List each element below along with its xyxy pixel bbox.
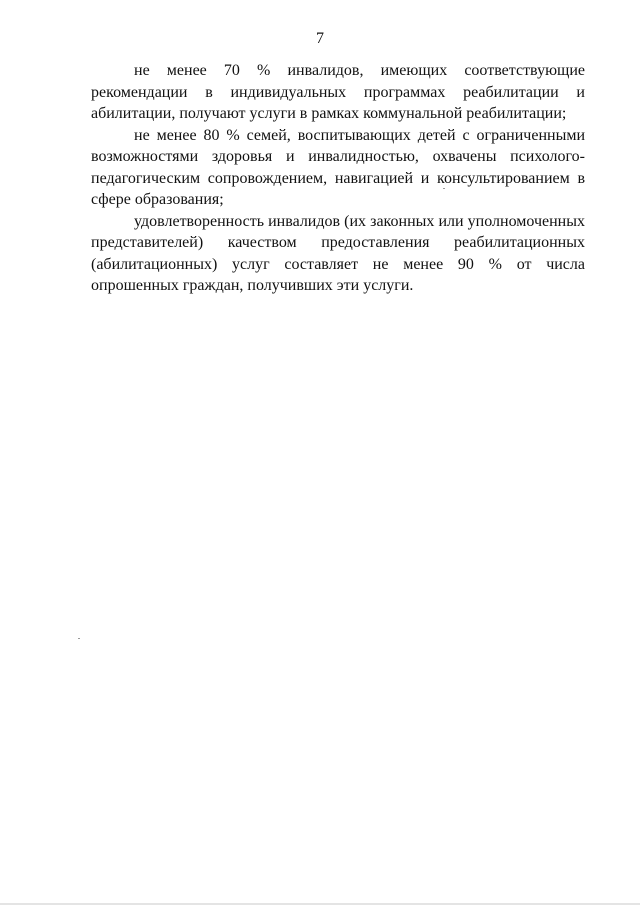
paragraph-community-rehabilitation: не менее 70 % инвалидов, имеющих соответствующие рекомендации в индивидуальных программах реабилитации и абилитации, получают услуги в рамках коммунальной реабилитации; [91, 62, 585, 122]
paragraph-family-support: не менее 80 % семей, воспитывающих детей с ограниченными возможностями здоровья и инвалидностью, охвачены психолого-педагогическим сопровождением, навигацией и консультированием в сфере образования; [91, 126, 585, 208]
scan-speck [78, 638, 80, 639]
page-number: 7 [316, 30, 324, 47]
scan-speck [443, 188, 445, 189]
document-body [91, 60, 585, 297]
paragraph-satisfaction: удовлетворенность инвалидов (их законных или уполномоченных представителей) качеством предоставления реабилитационных (абилитационных) услуг составляет не менее 90 % от числа опрошенных граждан, получивших эти услуги. [91, 212, 585, 294]
